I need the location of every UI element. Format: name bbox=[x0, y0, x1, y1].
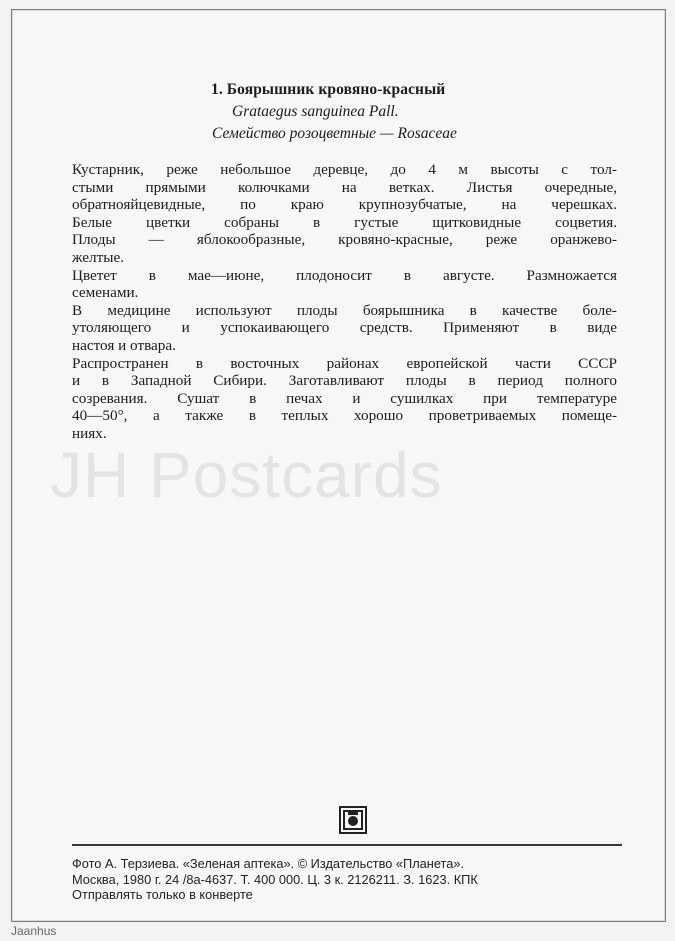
planeta-logo-icon bbox=[339, 806, 367, 834]
imprint-line: Отправлять только в конверте bbox=[72, 887, 253, 902]
paragraph-distribution bbox=[72, 355, 617, 443]
text-line: 40—50°, а также в теплых хорошо проветриваемых помеще- bbox=[72, 407, 617, 425]
text-line: Цветет в мае—июне, плодоносит в августе. Размножается bbox=[72, 266, 617, 284]
paragraph-description bbox=[72, 161, 617, 267]
text-line: стыми прямыми колючками на ветках. Листья очередные, bbox=[72, 178, 617, 196]
text-line: Кустарник, реже небольшое деревце, до 4 м высоты с тол- bbox=[72, 161, 617, 178]
plant-family: Семейство розоцветные — Rosaceae bbox=[212, 125, 457, 142]
latin-name: Grataegus sanguinea Pall. bbox=[232, 103, 399, 120]
text-line: Белые цветки собраны в густые щитковидные соцветия. bbox=[72, 213, 617, 231]
text-line: утоляющего и успокаивающего средств. Применяют в виде bbox=[72, 319, 617, 337]
text-line: настоя и отвара. bbox=[72, 336, 176, 354]
text-line: Распространен в восточных районах европейской части СССР bbox=[72, 354, 617, 372]
text-line: и в Западной Сибири. Заготавливают плоды в период полного bbox=[72, 372, 617, 390]
text-line: желтые. bbox=[72, 248, 124, 266]
site-label: Jaanhus bbox=[11, 924, 57, 938]
text-line: Плоды — яблокообразные, кровяно-красные, реже оранжево- bbox=[72, 231, 617, 249]
footer-divider bbox=[72, 844, 622, 846]
postcard-back bbox=[11, 9, 666, 922]
plant-title: 1. Боярышник кровяно-красный bbox=[211, 81, 446, 98]
imprint-line: Москва, 1980 г. 24 /8а-4637. Т. 400 000. Ц. 3 к. 2126211. З. 1623. КПК bbox=[72, 871, 478, 887]
imprint bbox=[72, 856, 627, 903]
text-line: В медицине используют плоды боярышника в качестве боле- bbox=[72, 301, 617, 319]
text-line: ниях. bbox=[72, 424, 107, 442]
imprint-line: Фото А. Терзиева. «Зеленая аптека». © Издательство «Планета». bbox=[72, 856, 465, 871]
description-text bbox=[72, 161, 617, 443]
text-line: созревания. Сушат в печах и сушилках при температуре bbox=[72, 389, 617, 407]
paragraph-medicine bbox=[72, 302, 617, 355]
watermark: JH Postcards bbox=[50, 439, 443, 511]
paragraph-flowering bbox=[72, 267, 617, 302]
text-line: обратнояйцевидные, по краю крупнозубчатые, на черешках. bbox=[72, 196, 617, 214]
text-line: семенами. bbox=[72, 284, 139, 302]
